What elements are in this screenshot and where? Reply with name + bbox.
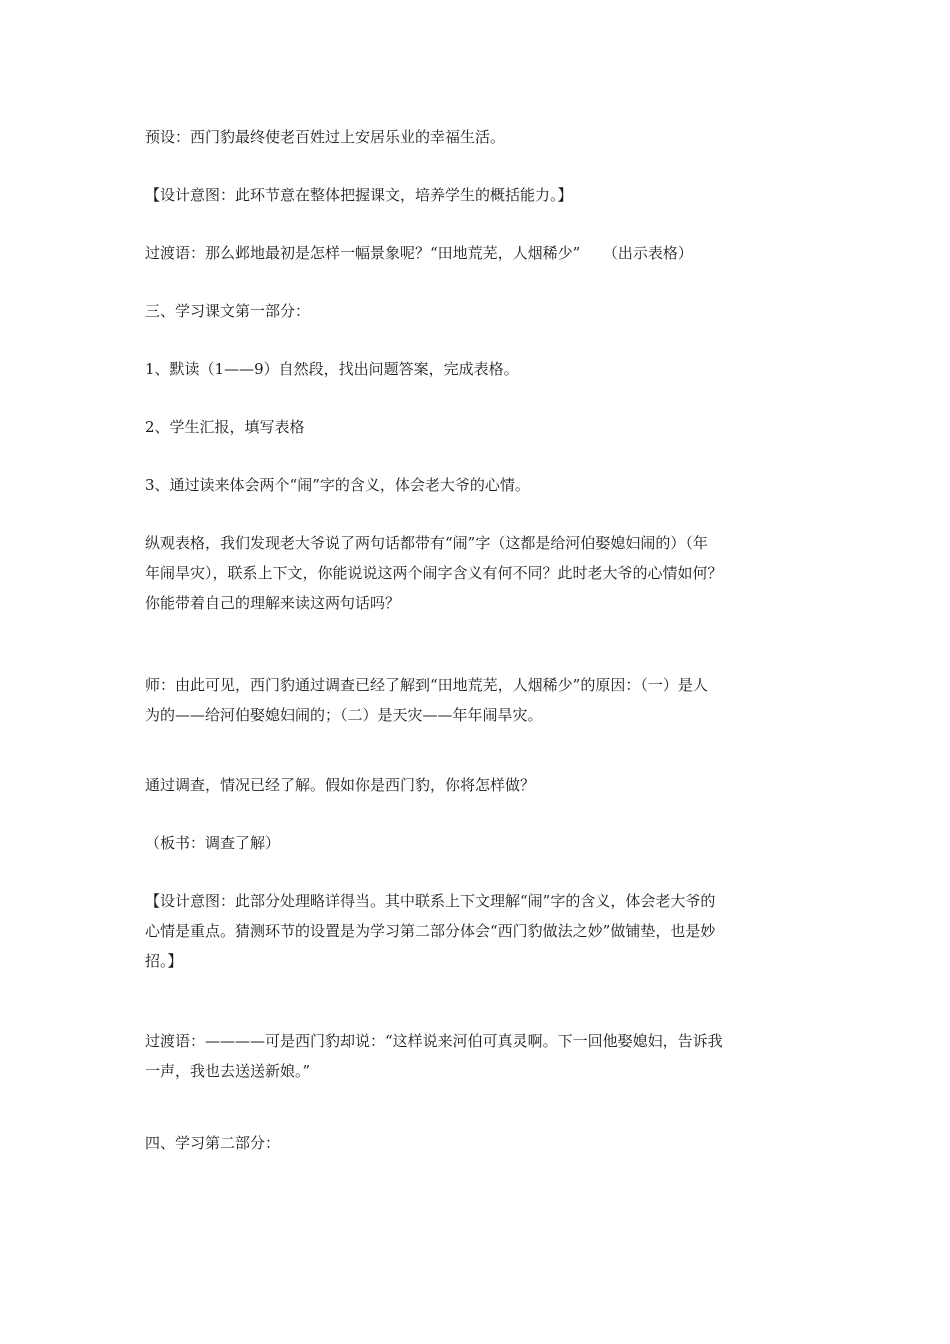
- text-line: （板书：调查了解）: [145, 834, 281, 852]
- paragraph-board-note: [145, 828, 807, 858]
- text-line: 通过调查，情况已经了解。假如你是西门豹，你将怎样做？: [145, 776, 536, 794]
- text-line: 过渡语：那么邺地最初是怎样一幅景象呢？“田地荒芜，人烟稀少” （出示表格）: [145, 244, 693, 262]
- text-line: 3、通过读来体会两个“闹”字的含义，体会老大爷的心情。: [145, 476, 530, 494]
- paragraph-design-intent-1: [145, 180, 807, 210]
- paragraph-investigation: [145, 770, 807, 800]
- text-line: 四、学习第二部分：: [145, 1134, 281, 1152]
- paragraph-teacher: [145, 670, 807, 730]
- text-line: 你能带着自己的理解来读这两句话吗？: [145, 594, 401, 612]
- text-line: 年闹旱灾），联系上下文，你能说说这两个闹字含义有何不同？此时老大爷的心情如何？: [145, 564, 723, 582]
- list-item-1: [145, 354, 807, 384]
- list-item-3: [145, 470, 807, 500]
- text-line: 【设计意图：此部分处理略详得当。其中联系上下文理解“闹”字的含义，体会老大爷的: [145, 892, 716, 910]
- text-line: 1、默读（1——9）自然段，找出问题答案，完成表格。: [145, 360, 519, 378]
- text-line: 师：由此可见，西门豹通过调查已经了解到“田地荒芜，人烟稀少”的原因：（一）是人: [145, 676, 708, 694]
- paragraph-transition-1: [145, 238, 807, 268]
- text-line: 【设计意图：此环节意在整体把握课文，培养学生的概括能力。】: [145, 186, 573, 204]
- text-line: 2、学生汇报，填写表格: [145, 418, 305, 436]
- text-line: 过渡语：————可是西门豹却说：“这样说来河伯可真灵啊。下一回他娶媳妇，告诉我: [145, 1032, 723, 1050]
- section-heading-3: [145, 296, 807, 326]
- section-heading-4: [145, 1128, 807, 1158]
- paragraph-design-intent-2: [145, 886, 807, 976]
- text-line: 招。】: [145, 952, 183, 970]
- text-line: 纵观表格，我们发现老大爷说了两句话都带有“闹”字（这都是给河伯娶媳妇闹的）（年: [145, 534, 708, 552]
- text-line: 预设：西门豹最终使老百姓过上安居乐业的幸福生活。: [145, 128, 506, 146]
- paragraph-table-review: [145, 528, 807, 618]
- text-line: 为的——给河伯娶媳妇闹的；（二）是天灾——年年闹旱灾。: [145, 706, 543, 724]
- text-line: 三、学习课文第一部分：: [145, 302, 311, 320]
- list-item-2: [145, 412, 807, 442]
- text-line: 一声，我也去送送新娘。”: [145, 1062, 311, 1080]
- text-line: 心情是重点。猜测环节的设置是为学习第二部分体会“西门豹做法之妙”做铺垫，也是妙: [145, 922, 716, 940]
- paragraph-transition-2: [145, 1026, 807, 1086]
- paragraph-preset: [145, 122, 807, 152]
